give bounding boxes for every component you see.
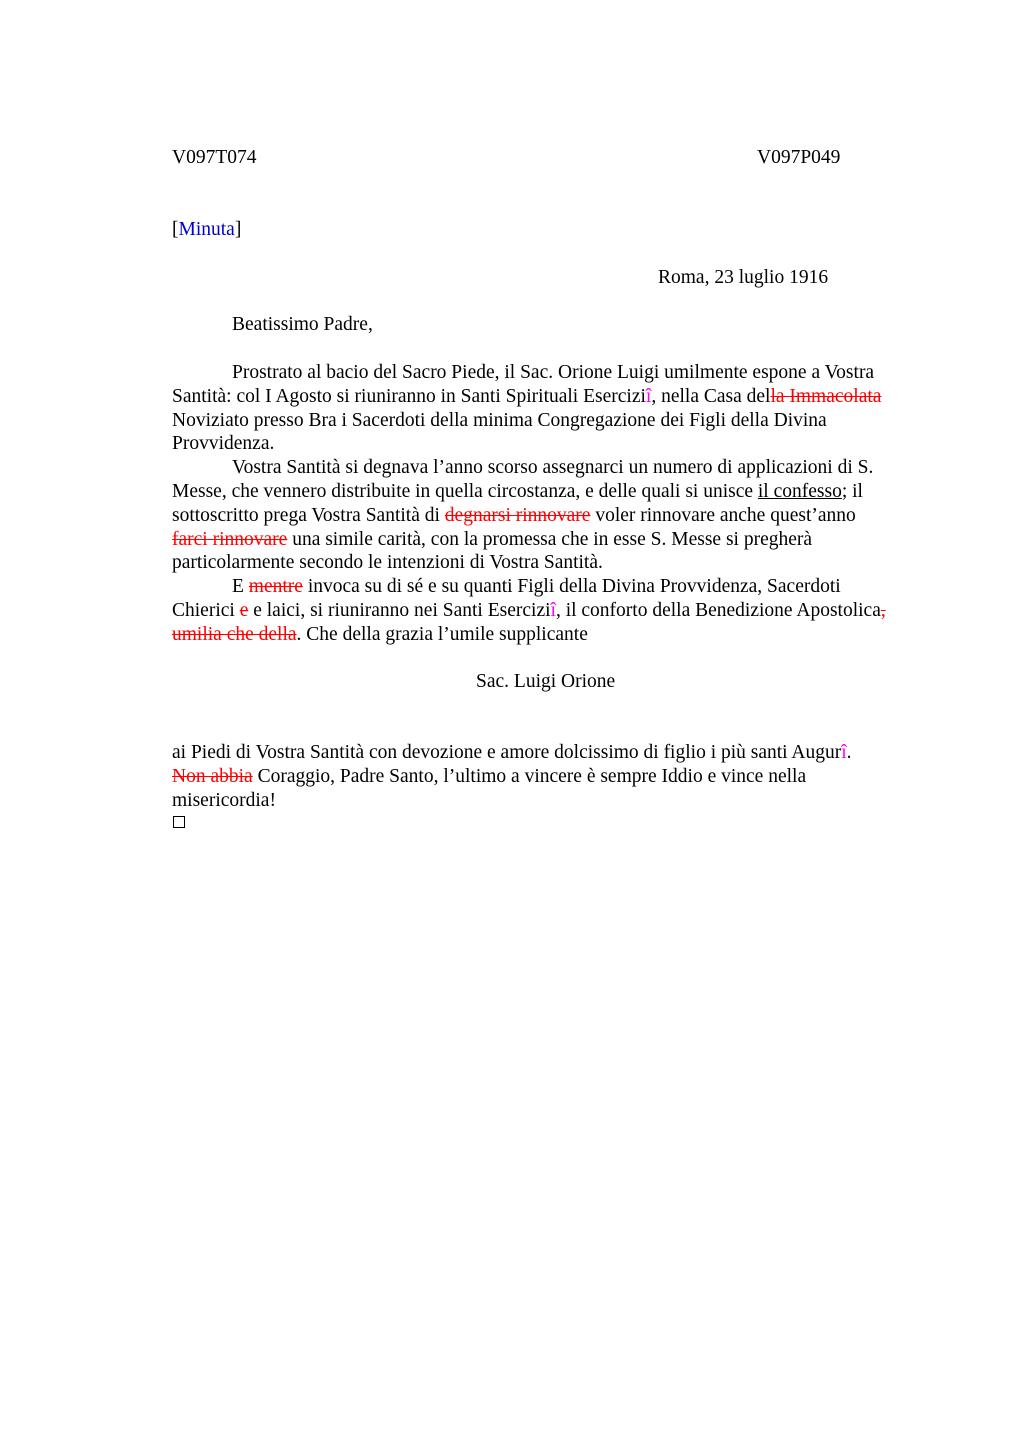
paragraph-1-line-3: Noviziato presso Bra i Sacerdoti della minima Congregazione dei Figli della Divina [172, 409, 827, 431]
salutation: Beatissimo Padre, [232, 314, 373, 335]
paragraph-3-line-2 [172, 599, 932, 623]
text-run: . [846, 742, 852, 763]
bracket-open: [ [172, 219, 179, 240]
deleted-text: e [239, 599, 249, 621]
paragraph-2-line-4 [172, 528, 932, 552]
paragraph-2-line-5: particolarmente secondo le intenzioni di Vostra Santità. [172, 552, 603, 574]
paragraph-4 [172, 741, 932, 812]
signature: Sac. Luigi Orione [476, 671, 616, 692]
deleted-text: , [880, 599, 886, 621]
text-run: E [232, 576, 249, 598]
deleted-text: farci rinnovare [172, 528, 288, 550]
deleted-text: degnarsi rinnovare [444, 504, 591, 526]
paragraph-1 [172, 361, 932, 647]
editorial-mark: î [841, 742, 847, 763]
text-run: e laici, si riuniranno nei Santi Esercizi [248, 599, 551, 621]
underlined-text: il confesso [757, 480, 842, 502]
text-run: , il conforto della Benedizione Apostolica [555, 599, 881, 621]
paragraph-3-line-3 [172, 623, 932, 647]
text-run: sottoscritto prega Vostra Santità di [172, 504, 445, 526]
text-run: Coraggio, Padre Santo, l’ultimo a vincere è sempre Iddio e vince nella [252, 765, 807, 787]
paragraph-4-line-2 [172, 765, 932, 789]
deleted-text: la Immacolata [770, 385, 882, 407]
checkbox-square-icon [173, 816, 185, 828]
deleted-text: umilia che della [172, 623, 297, 645]
text-run: Messe, che vennero distribuite in quella circostanza, e delle quali si unisce [172, 480, 758, 502]
text-run: voler rinnovare anche quest’anno [590, 504, 856, 526]
text-run: ai Piedi di Vostra Santità con devozione e amore dolcissimo di figlio i più santi Augur [172, 742, 842, 763]
paragraph-4-line-3: misericordia! [172, 789, 276, 811]
document-type-label [172, 218, 241, 242]
document-code-left: V097T074 [172, 147, 257, 168]
paragraph-4-line-1 [172, 741, 932, 765]
text-run: invoca su di sé e su quanti Figli della Divina Provvidenza, Sacerdoti [302, 576, 841, 598]
paragraph-2-line-2 [172, 480, 932, 504]
editorial-mark: î [550, 599, 556, 621]
deleted-text: mentre [248, 576, 303, 598]
bracket-close: ] [234, 219, 242, 240]
paragraph-3-line-1 [172, 575, 932, 599]
paragraph-1-line-4: Provvidenza. [172, 433, 275, 455]
paragraph-2-line-1: Vostra Santità si degnava l’anno scorso assegnarci un numero di applicazioni di S. [232, 457, 874, 479]
paragraph-1-line-2 [172, 385, 932, 409]
paragraph-2-line-3 [172, 504, 932, 528]
text-run: una simile carità, con la promessa che in esse S. Messe si pregherà [287, 528, 813, 550]
text-run: Santità: col I Agosto si riuniranno in Santi Spirituali Esercizi [172, 385, 646, 407]
deleted-text: Non abbia [172, 765, 253, 787]
document-code-right: V097P049 [757, 147, 841, 168]
dateline: Roma, 23 luglio 1916 [658, 267, 829, 288]
text-run: . Che della grazia l’umile supplicante [296, 623, 588, 645]
text-run: ; il [841, 480, 863, 502]
text-run: , nella Casa del [651, 385, 771, 407]
minuta-label: Minuta [178, 219, 235, 240]
editorial-mark: î [645, 385, 652, 407]
paragraph-1-line-1: Prostrato al bacio del Sacro Piede, il Sac. Orione Luigi umilmente espone a Vostra [232, 362, 875, 383]
text-run: Chierici [172, 599, 240, 621]
